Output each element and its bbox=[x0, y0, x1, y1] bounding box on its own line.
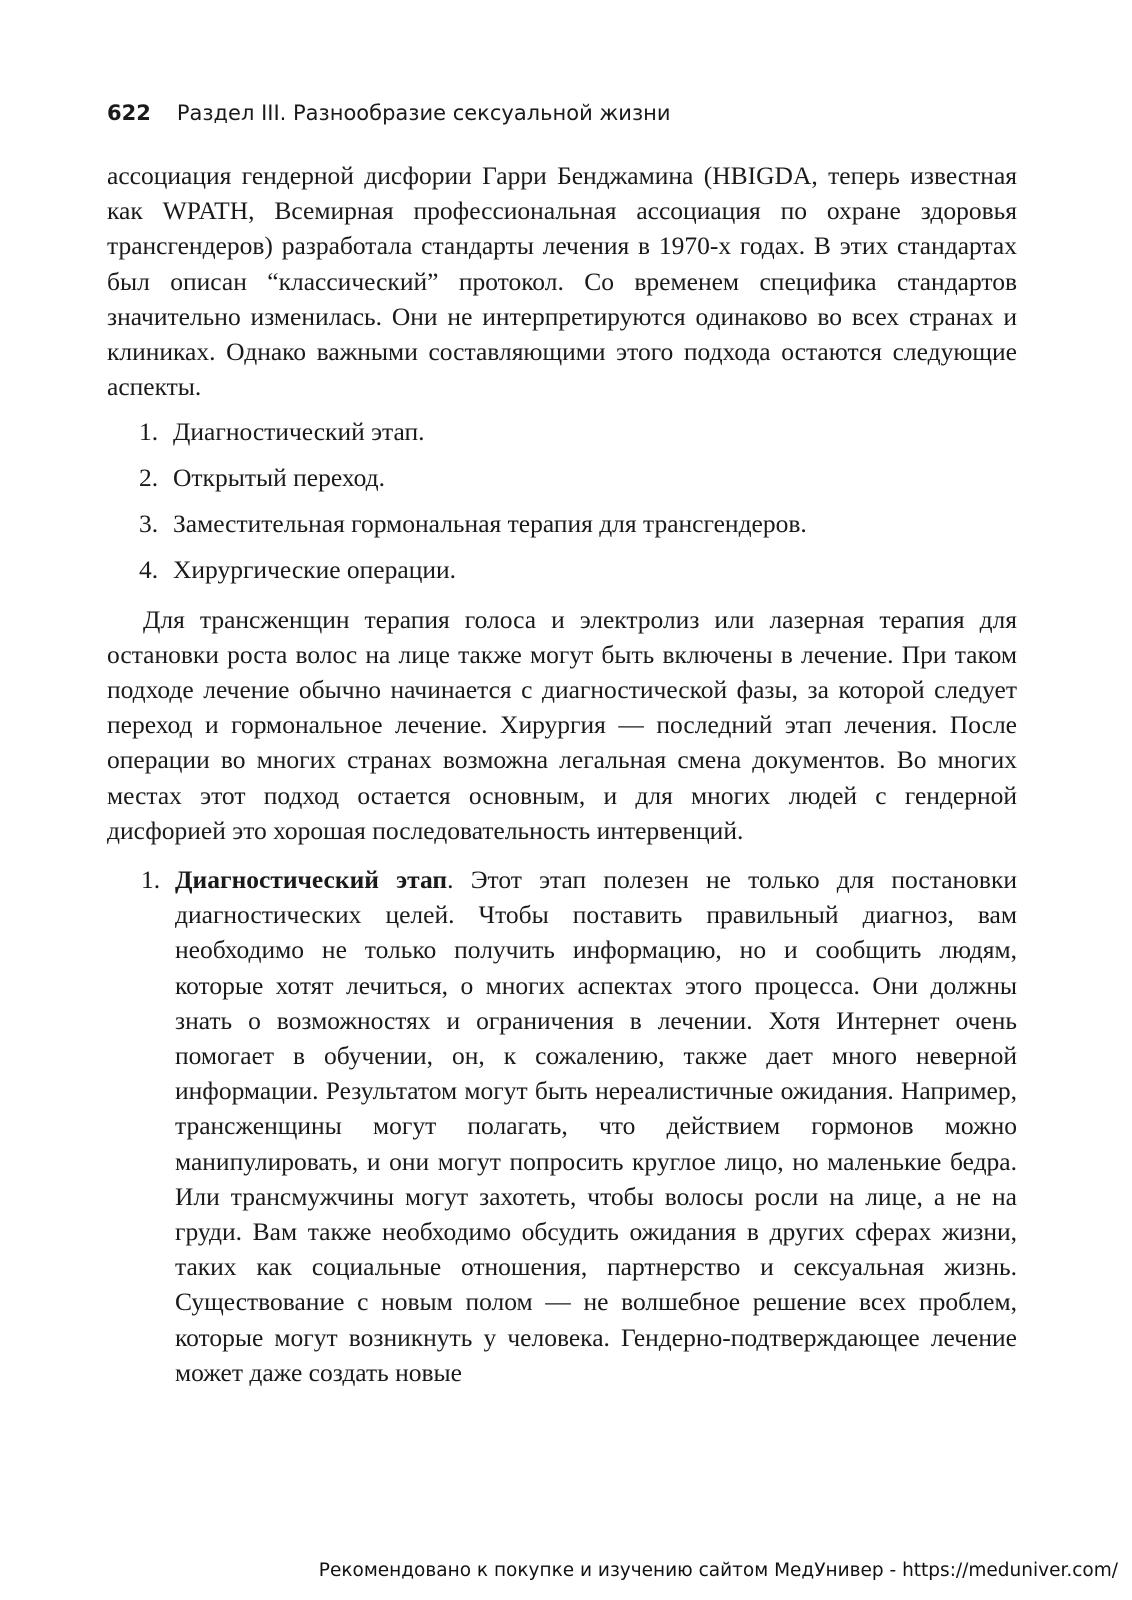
list-text: Хирургические операции. bbox=[173, 555, 457, 585]
list-text: Открытый переход. bbox=[173, 463, 385, 493]
body-text bbox=[107, 158, 1017, 1390]
detail-number: 1. bbox=[141, 865, 161, 895]
running-header bbox=[107, 98, 1007, 128]
steps-list bbox=[107, 414, 1017, 587]
list-item bbox=[107, 506, 1017, 541]
detail-item bbox=[107, 862, 1017, 1390]
list-number: 4. bbox=[139, 555, 159, 585]
detail-text: . Этот этап полезен не только для постановки диагностических целей. Чтобы поставить правильный диагноз, вам необходимо не только получить информацию, но и сообщить людям, которые хотят лечиться, о многих аспектах этого процесса. Они должны знать о возможностях и ограничения в лечении. Хотя Интернет очень помогает в обучении, он, к сожалению, также дает много неверной информации. Результатом могут быть нереалистичные ожидания. Например, трансженщины могут полагать, что действием гормонов можно манипулировать, и они могут попросить круглое лицо, но маленькие бедра. Или трансмужчины могут захотеть, чтобы волосы росли на лице, а не на груди. Вам также необходимо обсудить ожидания в других сферах жизни, таких как социальные отношения, партнерство и сексуальная жизнь. Существование с новым полом — не волшебное решение всех проблем, которые могут возникнуть у человека. Гендерно-подтверждающее лечение может даже создать новые bbox=[175, 865, 1017, 1387]
footer-watermark-text: Рекомендовано к покупке и изучению сайтом МедУнивер - https://meduniver.com/ bbox=[318, 1560, 1118, 1581]
list-item bbox=[107, 414, 1017, 449]
list-item bbox=[107, 552, 1017, 587]
list-text: Заместительная гормональная терапия для трансгендеров. bbox=[173, 509, 807, 539]
list-number: 2. bbox=[139, 463, 159, 493]
detail-term: Диагностический этап bbox=[175, 865, 448, 895]
list-item bbox=[107, 460, 1017, 495]
list-number: 3. bbox=[139, 509, 159, 539]
list-number: 1. bbox=[139, 417, 159, 447]
detail-list bbox=[107, 862, 1017, 1390]
section-title: Раздел III. Разнообразие сексуальной жизни bbox=[176, 101, 671, 125]
second-paragraph: Для трансженщин терапия голоса и электролиз или лазерная терапия для остановки роста волос на лице также могут быть включены в лечение. При таком подходе лечение обычно начинается с диагностической фазы, за которой следует переход и гормональное лечение. Хирургия — последний этап лечения. После операции во многих странах возможна легальная смена документов. Во многих местах этот подход остается основным, и для многих людей с гендерной дисфорией это хорошая последовательность интервенций. bbox=[107, 604, 1017, 845]
intro-paragraph: ассоциация гендерной дисфории Гарри Бенджамина (HBIGDA, теперь известная как WPATH, Всемирная профессиональная ассоциация по охране здоровья трансгендеров) разработала стандарты лечения в 1970-х годах. В этих стандартах был описан “классический” протокол. Со временем специфика стандартов значительно изменилась. Они не интерпретируются одинаково во всех странах и клиниках. Однако важными составляющими этого подхода остаются следующие аспекты. bbox=[107, 161, 1017, 402]
page-number: 622 bbox=[107, 101, 151, 125]
list-text: Диагностический этап. bbox=[173, 417, 425, 447]
